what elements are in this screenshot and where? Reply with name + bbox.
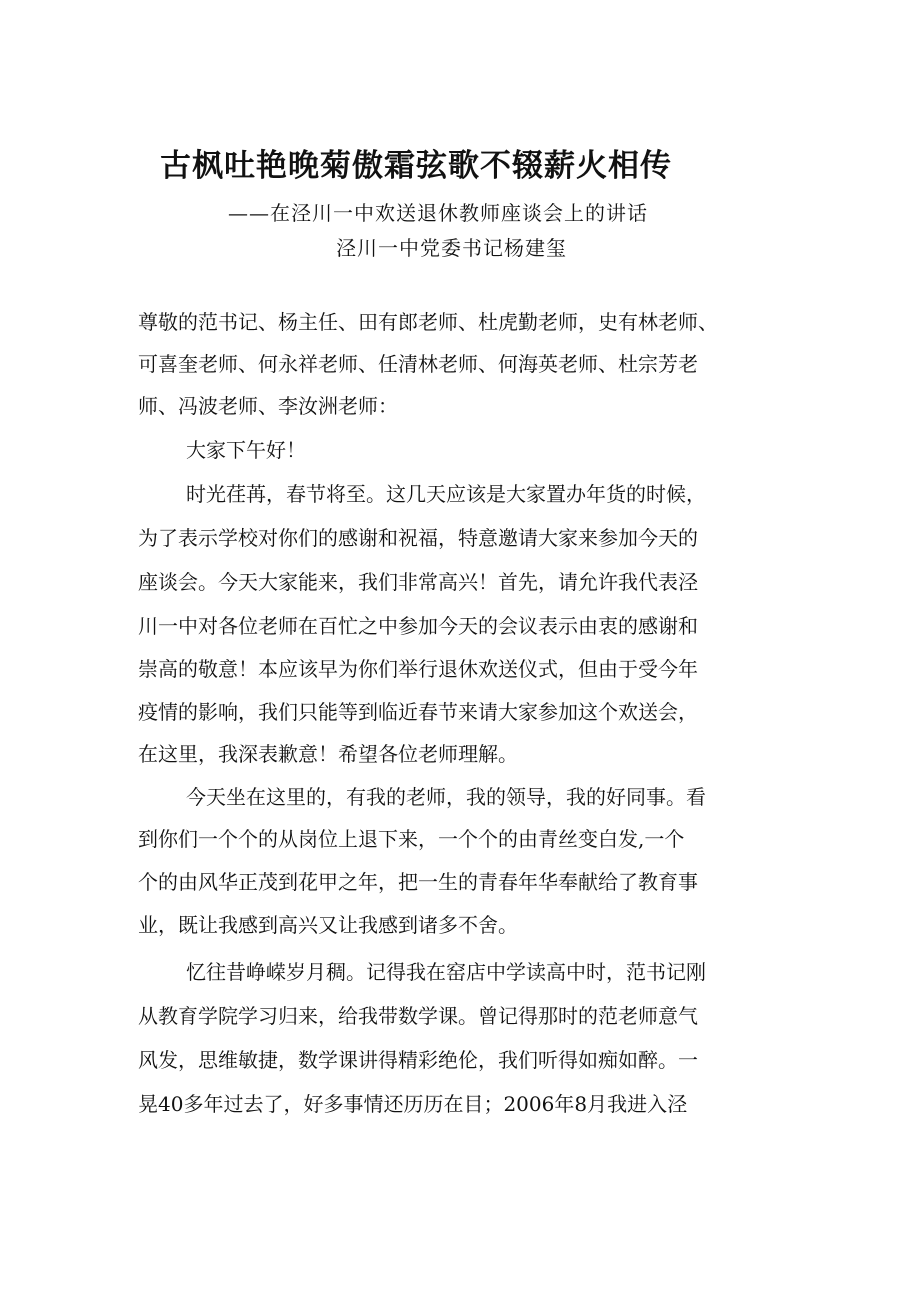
body-line: 大家下午好！	[186, 438, 306, 462]
body-line: 尊敬的范书记、杨主任、田有郎老师、杜虎勤老师，史有林老师、	[138, 310, 718, 334]
body-line: 时光荏苒，春节将至。这几天应该是大家置办年货的时候，	[186, 482, 706, 506]
body-line: 为了表示学校对你们的感谢和祝福，特意邀请大家来参加今天的	[138, 526, 698, 550]
body-line: 在这里，我深表歉意！希望各位老师理解。	[138, 742, 518, 766]
body-line: 从教育学院学习归来，给我带数学课。曾记得那时的范老师意气	[138, 1004, 698, 1028]
document-title: 古枫吐艳晚菊傲霜弦歌不辍薪火相传	[160, 148, 672, 184]
body-line: 疫情的影响，我们只能等到临近春节来请大家参加这个欢送会，	[138, 700, 698, 724]
body-line: 今天坐在这里的，有我的老师，我的领导，我的好同事。看	[186, 785, 706, 809]
body-line: 师、冯波老师、李汝洲老师：	[138, 394, 398, 418]
body-line: 个的由风华正茂到花甲之年，把一生的青春年华奉献给了教育事	[138, 870, 698, 894]
body-line: 到你们一个个的从岗位上退下来，一个个的由青丝变白发,一个	[138, 827, 685, 851]
body-line: 川一中对各位老师在百忙之中参加今天的会议表示由衷的感谢和	[138, 614, 698, 638]
body-line: 业，既让我感到高兴又让我感到诸多不舍。	[138, 913, 518, 937]
body-line: 晃40多年过去了，好多事情还历历在目；2006年8月我进入泾	[138, 1092, 688, 1116]
author-line: 泾川一中党委书记杨建玺	[336, 236, 567, 260]
body-line: 可喜奎老师、何永祥老师、任清林老师、何海英老师、杜宗芳老	[138, 352, 698, 376]
body-line: 忆往昔峥嵘岁月稠。记得我在窑店中学读高中时，范书记刚	[186, 960, 706, 984]
body-line: 座谈会。今天大家能来，我们非常高兴！首先，请允许我代表泾	[138, 570, 698, 594]
body-line: 风发，思维敏捷，数学课讲得精彩绝伦，我们听得如痴如醉。一	[138, 1048, 698, 1072]
body-line: 崇高的敬意！本应该早为你们举行退休欢送仪式，但由于受今年	[138, 657, 698, 681]
document-subtitle: ——在泾川一中欢送退休教师座谈会上的讲话	[228, 201, 648, 225]
